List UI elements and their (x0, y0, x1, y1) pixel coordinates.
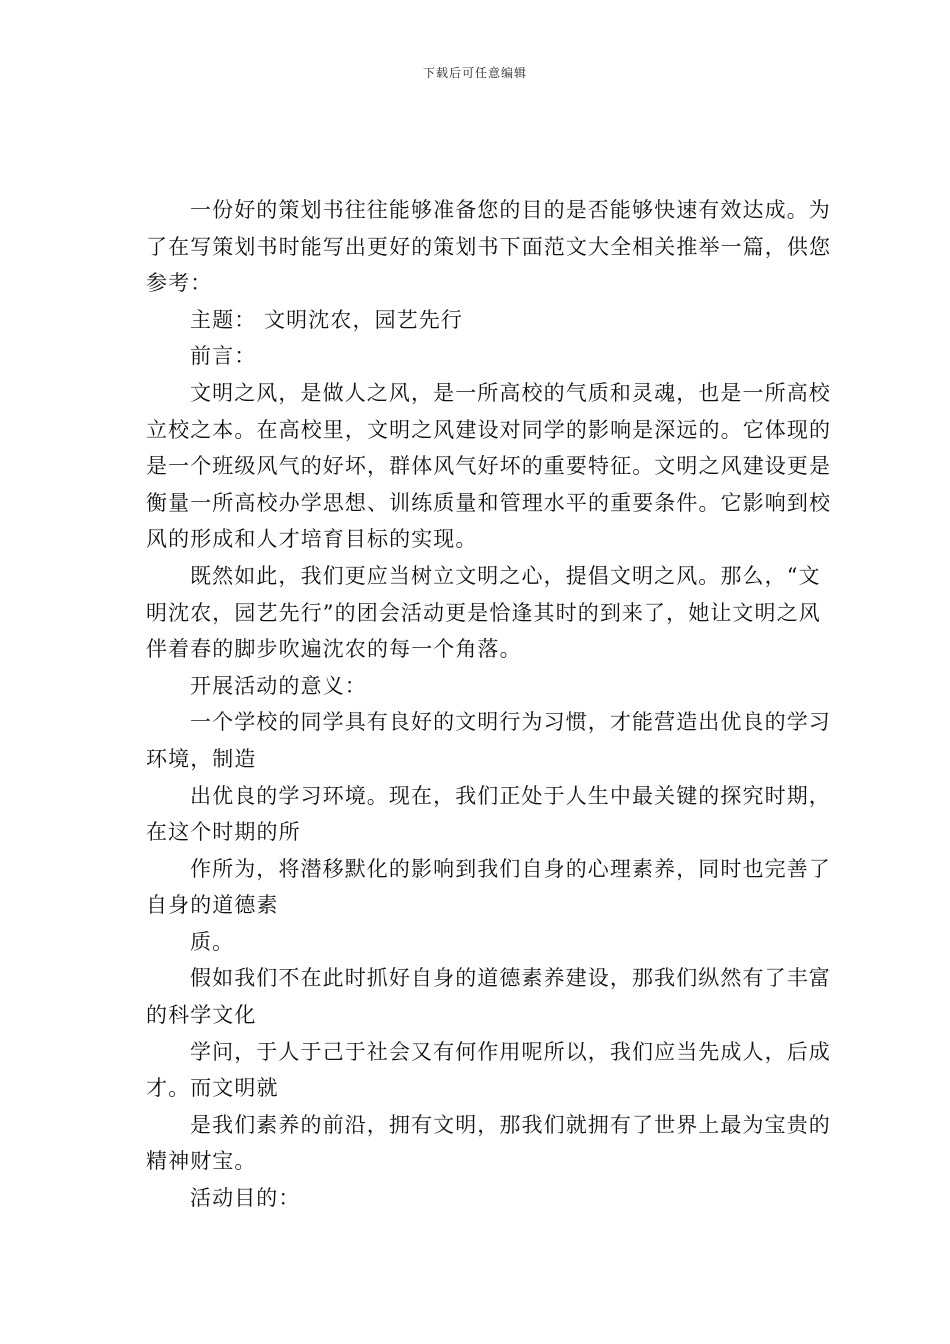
significance-paragraph: 作所为，将潜移默化的影响到我们自身的心理素养，同时也完善了自身的道德素 (146, 856, 831, 918)
significance-paragraph: 一个学校的同学具有良好的文明行为习惯，才能营造出优良的学习环境，制造 (146, 710, 831, 771)
intro-paragraph: 一份好的策划书往往能够准备您的目的是否能够快速有效达成。为了在写策划书时能写出更好的策划书下面范文大全相关推举一篇，供您参考： (146, 198, 832, 296)
preface-paragraph: 文明之风，是做人之风，是一所高校的气质和灵魂，也是一所高校立校之本。在高校里，文明之风建设对同学的影响是深远的。它体现的是一个班级风气的好坏，群体风气好坏的重要特征。文明之风建设更是衡量一所高校办学思想、训练质量和管理水平的重要条件。它影响到校风的形成和人才培育目标的实现。 (146, 380, 832, 552)
significance-heading: 开展活动的意义： (190, 673, 367, 698)
purpose-heading: 活动目的： (190, 1186, 301, 1211)
header-note: 下载后可任意编辑 (422, 66, 527, 80)
preface-heading: 前言： (190, 344, 257, 369)
preface-paragraph: 既然如此，我们更应当树立文明之心，提倡文明之风。那么，“文明沈农，园艺先行”的团会活动更是恰逢其时的到来了，她让文明之风伴着春的脚步吹遍沈农的每一个角落。 (146, 563, 821, 662)
significance-paragraph: 是我们素养的前沿，拥有文明，那我们就拥有了世界上最为宝贵的精神财宝。 (146, 1112, 831, 1174)
document-body (146, 192, 836, 1217)
significance-paragraph: 质。 (190, 929, 235, 954)
significance-paragraph: 学问，于人于己于社会又有何作用呢所以，我们应当先成人，后成才。而文明就 (146, 1039, 831, 1101)
theme-line: 主题： 文明沈农，园艺先行 (190, 307, 463, 332)
significance-paragraph: 假如我们不在此时抓好自身的道德素养建设，那我们纵然有了丰富的科学文化 (146, 966, 831, 1028)
significance-paragraph: 出优良的学习环境。现在，我们正处于人生中最关键的探究时期，在这个时期的所 (146, 783, 831, 845)
